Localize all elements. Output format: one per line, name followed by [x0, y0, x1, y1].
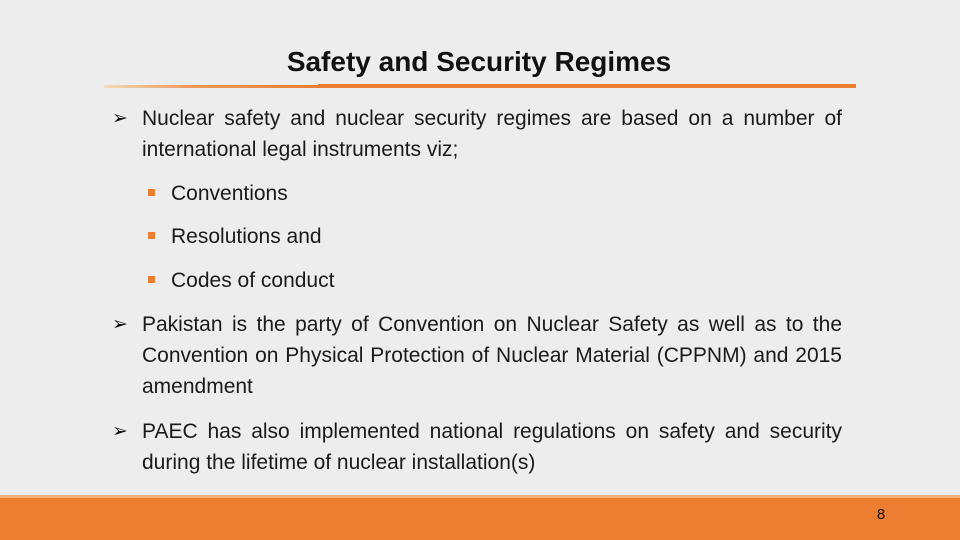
square-bullet-icon	[148, 276, 155, 283]
page-number: 8	[876, 506, 886, 523]
bullet-item	[104, 309, 842, 402]
bullet-text: Pakistan is the party of Convention on Nuclear Safety as well as to the Convention on Physical Protection of Nuclear Material (CPPNM) and 2015 amendment	[142, 313, 842, 398]
bullet-item	[104, 103, 842, 165]
square-bullet-icon	[148, 232, 155, 239]
bullet-item	[104, 416, 842, 478]
sub-bullet-text: Codes of conduct	[171, 269, 335, 292]
sub-bullet-item	[148, 267, 334, 295]
slide-title: Safety and Security Regimes	[286, 46, 672, 77]
sub-bullet-item	[148, 223, 322, 251]
sub-bullet-text: Conventions	[171, 182, 288, 205]
bullet-text: Nuclear safety and nuclear security regimes are based on a number of international legal instruments viz;	[142, 107, 842, 161]
arrow-bullet-icon: ➢	[112, 314, 128, 335]
square-bullet-icon	[148, 189, 155, 196]
arrow-bullet-icon: ➢	[112, 108, 128, 129]
sub-bullet-item	[148, 180, 288, 208]
bullet-text: PAEC has also implemented national regulations on safety and security during the lifetime of nuclear installation(s)	[142, 420, 842, 474]
arrow-bullet-icon: ➢	[112, 421, 128, 442]
sub-bullet-text: Resolutions and	[171, 225, 322, 248]
footer-bar	[0, 498, 960, 540]
